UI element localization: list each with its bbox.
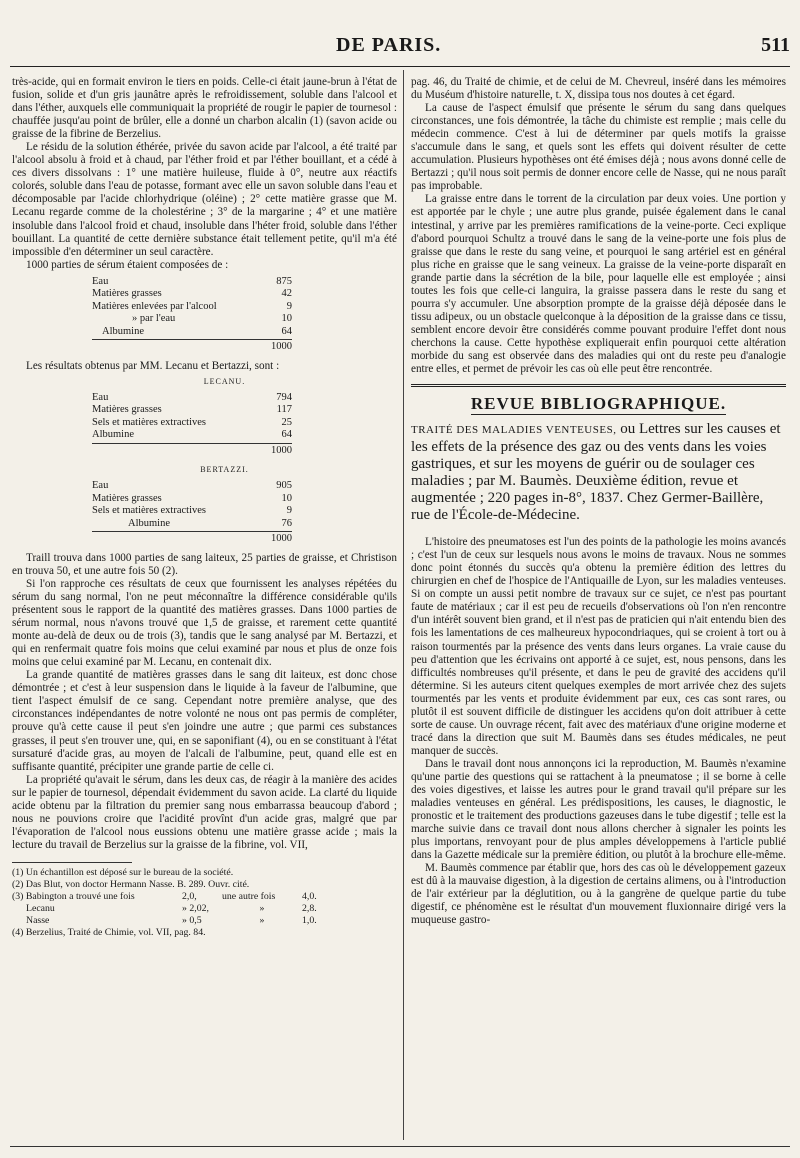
row-label: Matières grasses [92,492,162,504]
table-total [92,339,292,354]
row-label: Matières grasses [92,404,162,416]
note-cell: (3) Babington a trouvé une fois [12,890,135,902]
book-title [411,421,786,524]
footnote-3 [12,891,397,927]
note-cell: » 2,02, [182,902,209,914]
row-value: 42 [281,288,292,300]
section-title-rule [471,414,726,415]
row-label: Matières enlevées par l'alcool [92,300,217,312]
paragraph: Dans le travail dont nous annonçons ici la reproduction, M. Baumès n'examine qu'une partie des questions qui se rattachent à la pneumatose ; il se borne à celle des voies digestives, et laisse les autres pour le grand travail qu'il prépare sur les maladies venteuses en général. Les prédispositions, les causes, le diagnostic, le pronostic et le traitement des productions gazeuses dans le tube digestif ; telle est la marche suivie dans ce travail dont nous allons chercher à signaler les points les plus importans, renvoyant pour de plus amples développemens à l'article publié dans la Gazette médicale sur la première édition, ou plutôt à la brochure elle-même. [411,757,786,862]
table-row [92,404,292,417]
paragraph: La propriété qu'avait le sérum, dans les deux cas, de réagir à la manière des acides sur le papier de tournesol, dépendait évidemment du savon acide. La clarté du liquide acide obtenu par la filtration du premier sang nous embarrassa beaucoup d'abord ; nous ne pouvions croire que l'acidité provînt d'un acide gras, malgré que par l'évaporation de l'alcool nous eussions obtenu une matière grasse acide ; mais la lecture du travail de Berzelius sur la graisse de la fibrine, vol. VII, [12,773,397,851]
paragraph: L'histoire des pneumatoses est l'un des points de la pathologie les moins avancés ; c'est l'un de ceux sur lesquels nous avons le moins de travaux. Nous ne sommes donc point étonnés du succès qu'a obtenu la première édition des lettres du chirurgien en chef de l'hospice de l'Antiquaille de Lyon, sur les maladies venteuses. Si on compte un aussi petit nombre de travaux sur ce sujet, ce n'est pas pourtant faute de matériaux ; car il est peu de recueils d'observations où l'on n'en rencontre d'un intérêt souvent bien grand, et il n'est pas de praticien qui n'ait entendu bien des fois les lamentations de ces malheureux hypocondriaques, qui se croient à tort ou à raison tourmentés par la présence des vents dans leurs organes. La vraie cause du peu d'attention que les écrivains ont apporté à ce sujet, est, nous pensons, dans les difficultés nombreuses qu'il présente, et dans le peu de gravité des accidens qu'il détermine. Si les auteurs citent quelques exemples de mort arrivée chez des sujets tourmentés par les vents et produite évidemment par eux, ces cas sont rares, ou plutôt il est souvent difficile de distinguer les accidens qu'on doit attribuer à cette sorte de cause. Un ouvrage récent, fait avec des matériaux d'une origine moderne et tracé dans la direction que suit M. Baumès dans ses études médicales, ne peut manquer de succès. [411,536,786,757]
table-row [92,480,292,493]
row-label: Eau [92,480,109,492]
row-label: Eau [92,391,109,403]
row-value: 9 [286,300,292,312]
bertazzi-table [92,480,397,546]
running-title: DE PARIS. [336,34,442,56]
book-title-caps: TRAITÉ DES MALADIES VENTEUSES, [411,424,617,437]
table-row [92,429,292,442]
paragraph: pag. 46, du Traité de chimie, et de celui de M. Chevreul, inséré dans les mémoires du Muséum d'histoire naturelle, t. X, dissipa tous nos doutes à cet égard. [411,76,786,102]
table-row [92,326,292,339]
row-value: 875 [276,275,292,287]
table-row [92,276,292,289]
table-row [92,288,292,301]
note-cell: une autre fois [222,890,276,902]
paragraph: 1000 parties de sérum étaient composées de : [26,258,229,271]
row-value: 64 [281,429,292,441]
footnote-1: (1) Un échantillon est déposé sur le bureau de la société. [12,866,234,878]
row-label: Albumine [102,325,144,337]
footnote-rule [12,862,132,863]
column-divider [403,70,404,1140]
total-value: 1000 [271,341,292,353]
note-cell: Nasse [26,914,50,926]
lecanu-heading: LECANU. [203,376,246,386]
paragraph: Les résultats obtenus par MM. Lecanu et Bertazzi, sont : [26,359,280,372]
paragraph: Si l'on rapproche ces résultats de ceux que fournissent les analyses répétées du sérum du sang normal, l'on ne peut méconnaître la différence considérable qu'ils présentent sous le rapport de la quantité des matières grasses. Dans 1000 parties de sérum normal, nous n'avons trouvé que 1,5 de graisse, et rarement cette quantité monte au-delà de deux ou de trois (3), tandis que le sang analysé par M. Bertazzi, et qui en renfermait quatre fois moins que celui examiné par nous et plus de onze fois moins que celui examiné par M. Lecanu, en contenait dix. [12,577,397,669]
row-value: 10 [281,313,292,325]
table-row [92,417,292,430]
row-value: 117 [276,404,292,416]
note-cell: 1,0. [302,914,317,926]
row-label: Albumine [92,429,134,441]
header-rule [10,66,790,67]
lecanu-table [92,392,397,458]
row-value: 10 [281,492,292,504]
row-value: 9 [286,505,292,517]
footnote-row [12,915,397,927]
note-cell: 2,0, [182,890,197,902]
note-cell: » [259,914,265,926]
table-row [92,392,292,405]
footnote-row [12,891,397,903]
bertazzi-heading: BERTAZZI. [200,465,249,475]
page-number: 511 [761,34,790,56]
row-label: Sels et matières extractives [92,416,206,428]
row-value: 76 [281,517,292,529]
row-label: Matières grasses [92,288,162,300]
right-column [411,76,786,928]
paragraph: La grande quantité de matières grasses dans le sang dit laiteux, est donc chose démontrée ; et c'est à leur suspension dans le liquide à la faveur de l'albumine, que tient l'aspect émulsif de ce sang. Cependant notre première analyse, que des circonstances indépendantes de notre volonté ne nous ont pas permis de compléter, prouve qu'à cette cause il peut s'en joindre une autre ; que parmi ces substances grasses, il peut s'en trouver une, qui, en se saponifiant (4), ou en se constituant à l'état sursaturé d'acide gras, au moyen de l'alcali de l'albumine, peut, quand elle est en suffisante quantité, précipiter une grande partie de celle ci. [12,669,397,773]
table-total [92,443,292,458]
total-value: 1000 [271,444,292,456]
page-header [0,34,800,60]
table-row [92,301,292,314]
table-row [92,505,292,518]
paragraph: La graisse entre dans le torrent de la circulation par deux voies. Une portion y est apportée par le chyle ; une autre plus grande, puisée également dans le canal intestinal, y arrive par les premières ramifications de la veine-porte. Ceci explique d'abord pourquoi Schultz a trouvé dans le sang de la veine-porte une fois plus de graisse que dans le reste du sang veine, et pourquoi le sang artériel est en général plus riche en graisse que le sang veineux. La graisse de la veine-porte disparaît en grande partie dans la sécrétion de la bile, pour laquelle elle est employée ; ainsi toutes les fois que celle-ci languira, la graisse passera dans le reste du sang et pourra s'y accumuler. Une absorption prompte de la graisse déjà déposée dans le tissu adipeux, ou un obstacle quelconque à la déposition de la graisse dans ce tissu, semblent encore devoir être considérés comme pouvant produire l'effet dont nous cherchons la cause. Cette hypothèse expliquerait enfin pourquoi cette altération morbide du sang est observée dans des maladies qui ont du reste peu d'analogie entre elles, et permet de prévoir les cas où elle peut être rencontrée. [411,193,786,376]
footnote-row [12,903,397,915]
table-total [92,531,292,546]
note-cell: 4,0. [302,890,317,902]
paragraph: Le résidu de la solution éthérée, privée du savon acide par l'alcool, a été traité par l'alcool absolu à froid et à chaud, par l'éther froid et par l'éther bouillant, et a cédé à ces divers dissolvans : 1° une matière huileuse, fluide à 0°, neutre aux réactifs colorés, soluble dans l'eau de potasse, formant avec elle un savon soluble dans l'eau et décomposable par l'acide chlorhydrique (oléine) ; 2° cette matière grasse que M. Lecanu regarde comme de la cholestérine ; 3° de la margarine ; 4° et une matière insoluble dans l'alcool froid et chaud, insoluble dans l'héter froid, soluble dans l'éther bouillant. La quantité de cette dernière substance était tellement petite, qu'il m'a été impossible d'en déterminer un seul caractère. [12,141,397,258]
left-column [12,76,397,939]
note-cell: » [259,902,265,914]
table-row [92,493,292,506]
serum-composition-table [92,276,397,354]
book-title-rest: ou Lettres sur les causes et les effets de la présence des gaz ou des vents dans les voies gastriques, et sur les moyens de guérir ou de soulager ces maladies ; par M. Baumès. Deuxième édition, revue et augmentée ; 220 pages in-8°, 1837. Chez Germer-Baillère, rue de l'École-de-Médecine. [411,421,781,524]
paragraph: La cause de l'aspect émulsif que présente le sérum du sang dans quelques circonstances, une fois démontrée, la tâche du chimiste est remplie ; mais celle du médecin commence. C'est à lui de déterminer par quels motifs la graisse s'accumule dans le sang, et quels sont les effets qui doivent résulter de cette accumulation. Plusieurs hypothèses ont été émises déjà ; nous avons donné celle de Bertazzi ; qu'il nous soit permis de donner encore celle de Nasse, qui ne nous paraît pas improbable. [411,102,786,193]
row-value: 794 [276,391,292,403]
row-value: 64 [281,325,292,337]
row-label: Sels et matières extractives [92,505,206,517]
total-value: 1000 [271,533,292,545]
row-label: Eau [92,275,109,287]
footer-rule [10,1146,790,1147]
table-row [92,518,292,531]
row-value: 25 [281,416,292,428]
paragraph: M. Baumès commence par établir que, hors des cas où le développement gazeux est dû à la mauvaise digestion, à la digestion de certains alimens, ou à l'introduction de l'air extérieur par la déglutition, ou à la gangrène de quelque partie du tube digestif, ce phénomène est le résultat d'un mouvement fluxionnaire dirigé vers la muqueuse gastro- [411,862,786,927]
row-value: 905 [276,480,292,492]
row-label: Albumine [128,517,170,529]
footnote-4: (4) Berzelius, Traité de Chimie, vol. VII, pag. 84. [12,926,206,938]
table-row [92,313,292,326]
section-double-rule [411,384,786,387]
paragraph: Traill trouva dans 1000 parties de sang laiteux, 25 parties de graisse, et Christison en trouva 50, et une autre fois 50 (2). [12,551,397,577]
footnote-2: (2) Das Blut, von doctor Hermann Nasse. B. 289. Ouvr. cité. [12,878,250,890]
row-label: » par l'eau [132,313,176,325]
section-title: REVUE BIBLIOGRAPHIQUE. [470,394,727,414]
note-cell: » 0,5 [182,914,202,926]
note-cell: Lecanu [26,902,55,914]
note-cell: 2,8. [302,902,317,914]
paragraph: très-acide, qui en formait environ le tiers en poids. Celle-ci était jaune-brun à l'état de fusion, solide et d'un gris jaunâtre après le refroidissement, soluble dans l'alcool et dans l'éther, auxquels elle communiquait la propriété de rougir le papier de tournesol : chauffée jusqu'au point de brûler, elle a donné un charbon alcalin (1) (savon acide ou graisse de la fibrine de Berzelius. [12,76,397,141]
